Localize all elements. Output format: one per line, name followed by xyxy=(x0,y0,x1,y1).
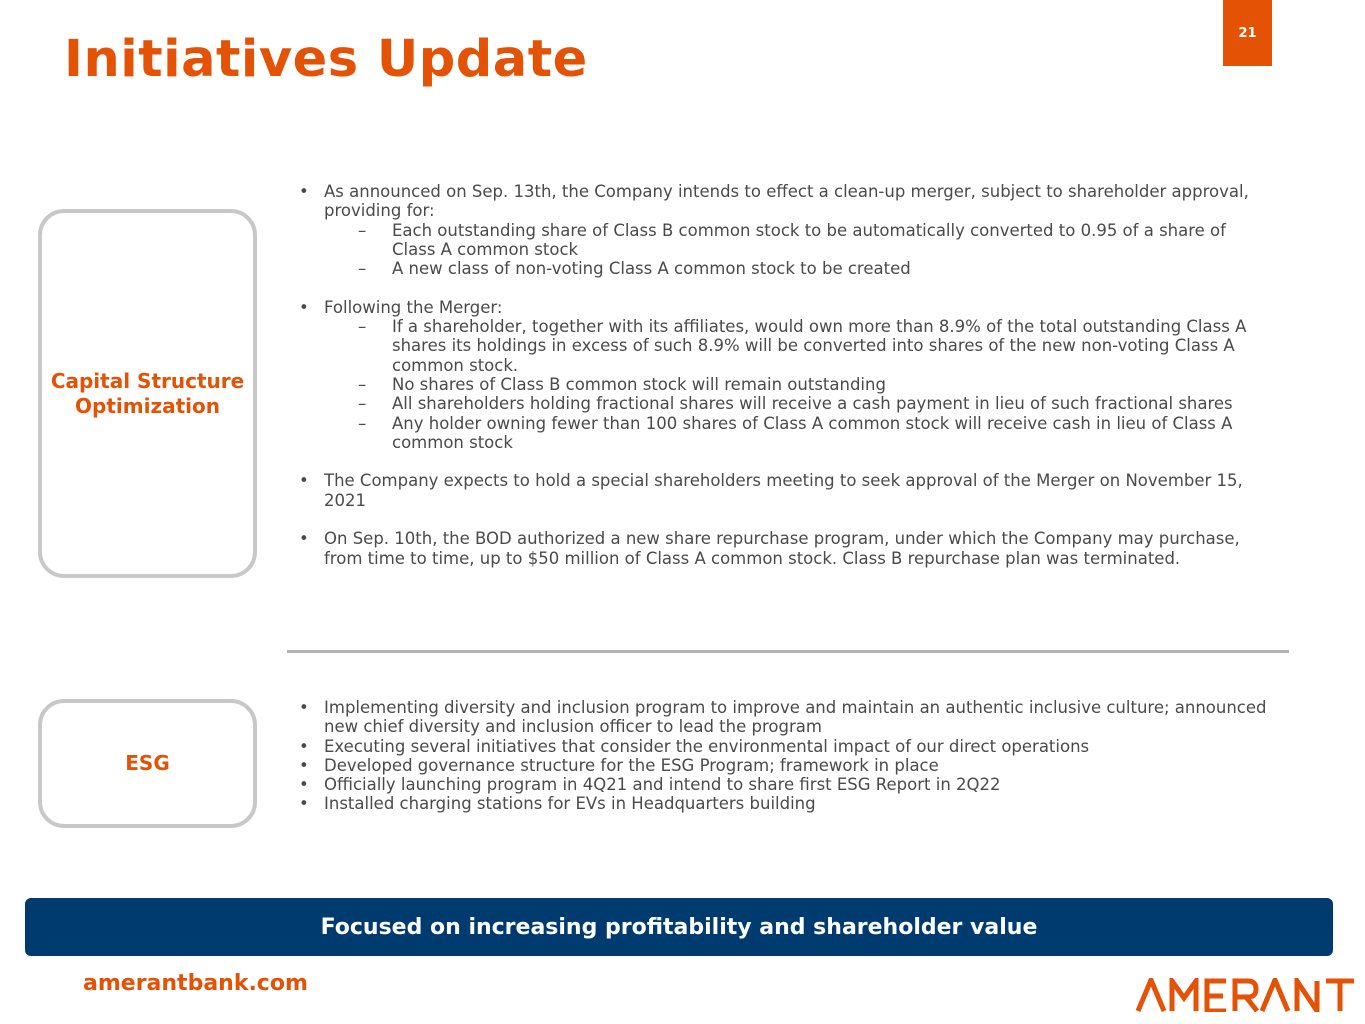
capital-sub-bullet: – Each outstanding share of Class B common stock to be automatically converted to 0.95 of a share of Class A common stock xyxy=(324,221,1269,260)
esg-bullet: • Executing several initiatives that consider the environmental impact of our direct operations xyxy=(289,737,1269,756)
section-divider xyxy=(287,650,1289,653)
capital-sub-bullet: – If a shareholder, together with its affiliates, would own more than 8.9% of the total outstanding Class A shares its holdings in excess of such 8.9% will be converted into shares of the new non-voting Class A common stock. xyxy=(324,317,1269,375)
capital-bullet-text: Following the Merger: xyxy=(324,297,503,317)
capital-structure-label: Capital Structure Optimization xyxy=(50,368,245,418)
capital-bullet xyxy=(289,529,1269,568)
capital-sub-bullet: – Any holder owning fewer than 100 shares of Class A common stock will receive cash in lieu of Class A common stock xyxy=(324,414,1269,453)
esg-label-box xyxy=(38,699,257,828)
capital-structure-label-box xyxy=(38,209,257,578)
capital-bullet xyxy=(289,298,1269,452)
capital-sub-bullet: – All shareholders holding fractional shares will receive a cash payment in lieu of such fractional shares xyxy=(324,394,1269,413)
esg-bullet-list xyxy=(289,698,1269,814)
capital-bullet-text: As announced on Sep. 13th, the Company intends to effect a clean-up merger, subject to shareholder approval, providing for: xyxy=(324,182,1249,221)
page-number-badge: 21 xyxy=(1223,0,1272,66)
capital-structure-bullet-list xyxy=(289,182,1269,568)
esg-label: ESG xyxy=(125,751,170,775)
capital-bullet xyxy=(289,182,1269,278)
esg-bullet: • Implementing diversity and inclusion program to improve and maintain an authentic inclusive culture; announced new chief diversity and inclusion officer to lead the program xyxy=(289,698,1269,737)
footer-banner-text: Focused on increasing profitability and shareholder value xyxy=(320,914,1038,940)
amerant-logo xyxy=(1136,978,1356,1012)
capital-sub-bullet: – No shares of Class B common stock will remain outstanding xyxy=(324,375,1269,394)
capital-sub-list xyxy=(324,221,1269,279)
esg-bullet: • Developed governance structure for the ESG Program; framework in place xyxy=(289,756,1269,775)
esg-bullet: • Officially launching program in 4Q21 and intend to share first ESG Report in 2Q22 xyxy=(289,775,1269,794)
capital-sub-bullet: – A new class of non-voting Class A common stock to be created xyxy=(324,259,1269,278)
esg-bullet: • Installed charging stations for EVs in Headquarters building xyxy=(289,794,1269,813)
page-title: Initiatives Update xyxy=(64,30,588,89)
website-url: amerantbank.com xyxy=(83,971,308,996)
footer-banner xyxy=(25,898,1333,956)
capital-sub-list xyxy=(324,317,1269,452)
capital-bullet xyxy=(289,471,1269,510)
capital-bullet-text: On Sep. 10th, the BOD authorized a new share repurchase program, under which the Company may purchase, from time to time, up to $50 million of Class A common stock. Class B repurchase plan was terminated. xyxy=(324,529,1240,568)
capital-bullet-text: The Company expects to hold a special shareholders meeting to seek approval of the Merger on November 15, 2021 xyxy=(324,471,1243,510)
